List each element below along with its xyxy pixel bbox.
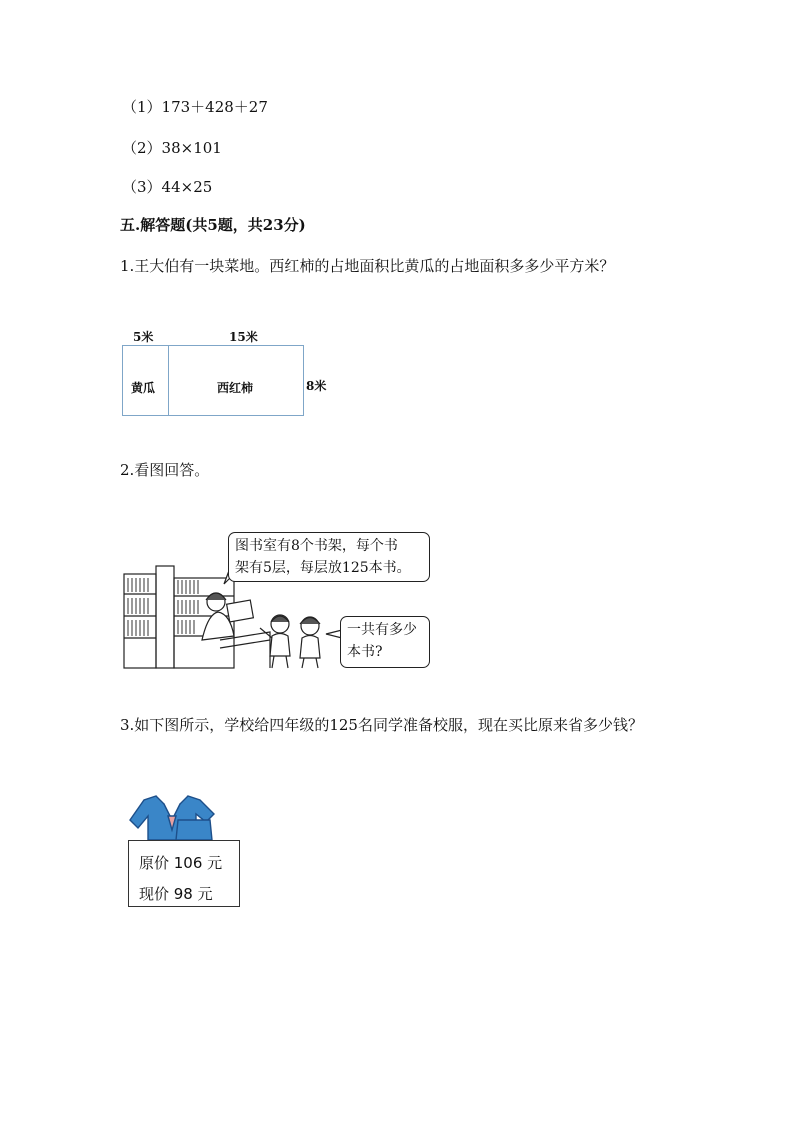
speech-bubble-librarian [228,532,430,582]
calc-item-2: （2）38×101 [122,139,222,157]
label-cucumber: 黄瓜 [131,381,156,395]
library-illustration [120,528,432,672]
label-height: 8米 [306,379,327,393]
bubble-2-line-1: 一共有多少 [347,622,417,638]
price-tag [128,840,240,907]
section-heading: 五.解答题(共5题，共23分) [120,216,306,234]
bubble-1-line-2: 架有5层，每层放125本书。 [235,560,411,576]
calc-item-1: （1）173＋428＋27 [122,98,268,116]
question-2-text: 2.看图回答。 [120,461,210,479]
label-cucumber-width: 5米 [133,330,154,344]
original-price: 原价 106 元 [139,854,223,872]
field-divider [168,345,169,416]
speech-bubble-student [340,616,430,668]
label-tomato: 西红柿 [217,381,254,395]
question-3-text: 3.如下图所示，学校给四年级的125名同学准备校服，现在买比原来省多少钱？ [120,716,643,734]
bubble-2-line-2: 本书? [347,644,383,660]
label-tomato-width: 15米 [229,330,258,344]
school-uniform-icon [126,790,218,842]
current-price: 现价 98 元 [139,885,213,903]
calc-item-3: （3）44×25 [122,178,213,196]
question-1-text: 1.王大伯有一块菜地。西红柿的占地面积比黄瓜的占地面积多多少平方米？ [120,257,615,275]
bubble-1-line-1: 图书室有8个书架，每个书 [235,538,398,554]
